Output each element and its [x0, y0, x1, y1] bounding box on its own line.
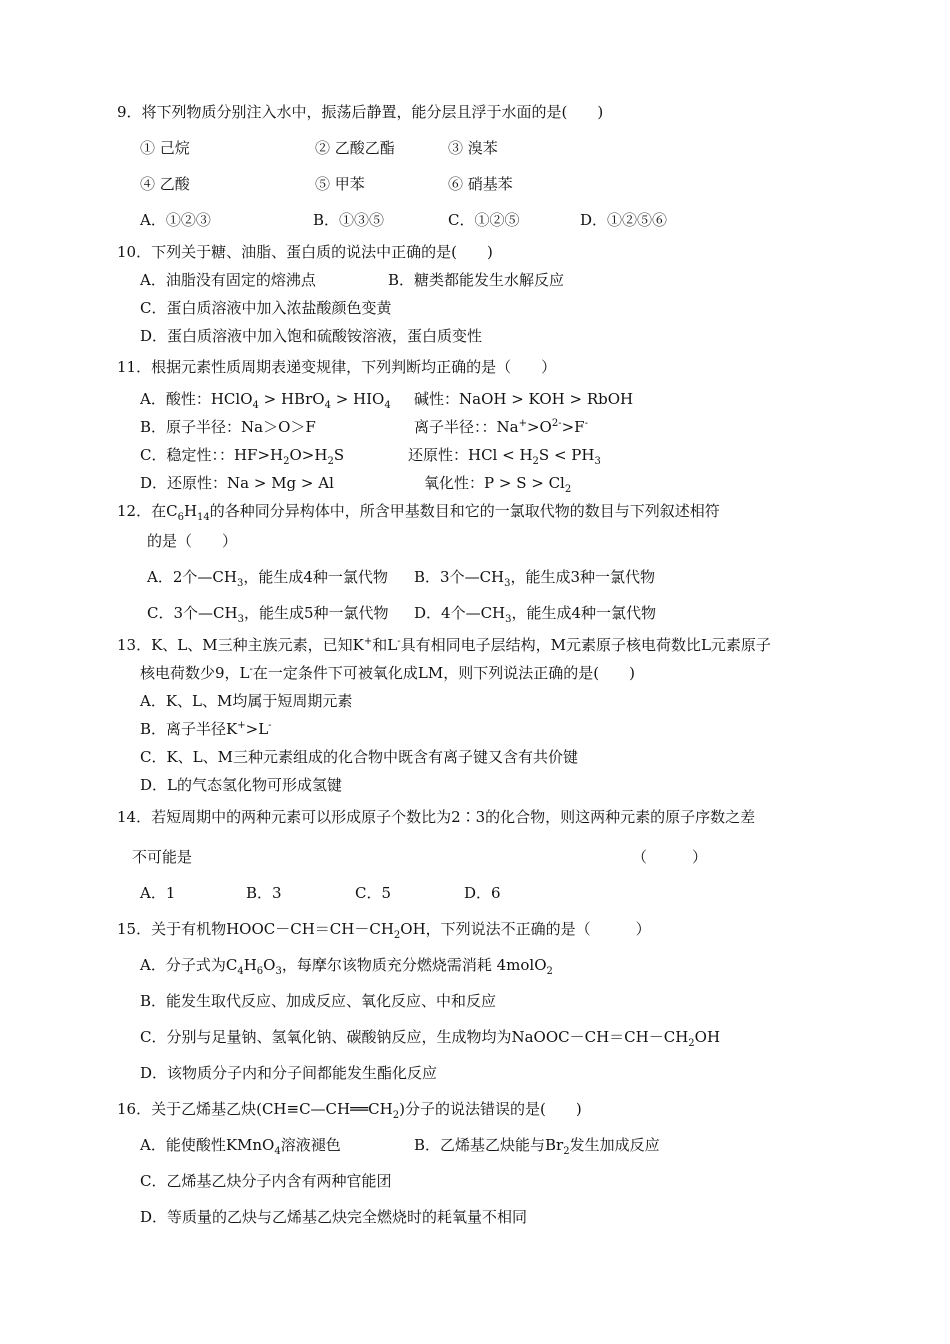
q13-option-b: B．离子半径K+>L-: [140, 720, 272, 738]
q9-option-d: D．①②⑤⑥: [580, 211, 668, 229]
q16-stem: 16．关于乙烯基乙炔$(CH\equiv C—CH══CH_2)$分子的说法错误的是( ): [117, 1100, 582, 1121]
q10-stem: 10．下列关于糖、油脂、蛋白质的说法中正确的是( ): [117, 243, 493, 261]
q15-option-b: B．能发生取代反应、加成反应、氧化反应、中和反应: [140, 992, 497, 1010]
q13-stem: 13．K、L、M三种主族元素，已知K+和L-具有相同电子层结构，M元素原子核电荷数比L元素原子: [117, 636, 771, 654]
q16-option-c: C．乙烯基乙炔分子内含有两种官能团: [140, 1172, 392, 1190]
q9-item-4: ④ 乙酸: [140, 175, 190, 193]
q9-stem: 9．将下列物质分别注入水中，振荡后静置，能分层且浮于水面的是( ): [117, 103, 604, 121]
q11-option-d: D．还原性：Na > Mg > Al: [140, 474, 334, 492]
q9-item-1: ① 己烷: [140, 139, 190, 157]
q16-option-a: A．能使酸性KMnO$_4$溶液褪色: [140, 1136, 341, 1157]
q15-option-d: D．该物质分子内和分子间都能发生酯化反应: [140, 1064, 438, 1082]
q11-stem: 11．根据元素性质周期表递变规律，下列判断均正确的是（ ）: [117, 358, 557, 376]
q14-answer-paren: （ ）: [632, 848, 708, 866]
q9-option-c: C．①②⑤: [448, 211, 520, 229]
q14-option-b: B．3: [246, 884, 282, 902]
q11-option-b-right: 离子半径：：$Na^+>O^{2-}>F^-$: [414, 418, 588, 436]
q16-option-b: B．乙烯基乙炔能与$Br_2$发生加成反应: [414, 1136, 660, 1157]
q9-option-b: B．①③⑤: [313, 211, 385, 229]
q14-stem-cont: 不可能是: [132, 848, 193, 866]
q10-option-c: C．蛋白质溶液中加入浓盐酸颜色变黄: [140, 299, 392, 317]
q14-option-a: A．1: [140, 884, 176, 902]
q11-option-a: A．酸性：HClO$_4$ > HBrO$_4$ > $HIO_4$: [140, 390, 391, 411]
q11-option-c-right: 还原性：HCl < $H_2S < PH_3$: [408, 446, 601, 467]
q15-stem: 15．关于有机物$HOOC-CH=CH-CH_2OH$，下列说法不正确的是（ ）: [117, 920, 651, 941]
q14-option-c: C．5: [355, 884, 392, 902]
q16-option-d: D．等质量的乙炔与乙烯基乙炔完全燃烧时的耗氧量不相同: [140, 1208, 528, 1226]
q9-option-a: A．①②③: [140, 211, 211, 229]
q11-option-a-right: 碱性：NaOH > KOH > RbOH: [414, 390, 634, 408]
q9-item-3: ③ 溴苯: [448, 139, 498, 157]
q15-option-c: C．分别与足量钠、氢氧化钠、碳酸钠反应，生成物均为$NaOOC-CH=CH-CH_2OH$: [140, 1028, 721, 1049]
q10-option-d: D．蛋白质溶液中加入饱和硫酸铵溶液，蛋白质变性: [140, 327, 483, 345]
q12-stem-cont: 的是（ ）: [147, 532, 238, 550]
q13-option-c: C．K、L、M三种元素组成的化合物中既含有离子键又含有共价键: [140, 748, 579, 766]
q14-stem: 14．若短周期中的两种元素可以形成原子个数比为2∶3的化合物，则这两种元素的原子序数之差: [117, 808, 756, 826]
q11-option-c: C．稳定性：：$HF>H_2O>H_2S$: [140, 446, 345, 467]
q9-item-5: ⑤ 甲苯: [315, 175, 365, 193]
q12-option-a: A．2个$—CH_3$，能生成4种一氯代物: [147, 568, 388, 589]
q13-option-d: D．L的气态氢化物可形成氢键: [140, 776, 342, 794]
q13-stem-cont: 核电荷数少9，L-在一定条件下可被氧化成LM，则下列说法正确的是( ): [140, 664, 635, 682]
q12-stem: 12．在$C_6H_{14}$的各种同分异构体中，所含甲基数目和它的一氯取代物的数目与下列叙述相符: [117, 502, 720, 523]
q10-option-a: A．油脂没有固定的熔沸点: [140, 271, 316, 289]
q11-option-d-right: 氧化性：$P > S > Cl_2$: [424, 474, 572, 495]
q15-option-a: A．分子式为$C_4H_6O_3$，每摩尔该物质充分燃烧需消耗 4molO$_2$: [140, 956, 553, 977]
q10-option-b: B．糖类都能发生水解反应: [388, 271, 565, 289]
q11-option-b: B．原子半径：Na＞O＞F: [140, 418, 316, 436]
q12-option-d: D．4个$—CH_3$，能生成4种一氯代物: [414, 604, 657, 625]
q14-option-d: D．6: [464, 884, 501, 902]
q13-option-a: A．K、L、M均属于短周期元素: [140, 692, 353, 710]
q9-item-2: ② 乙酸乙酯: [315, 139, 395, 157]
q12-option-b: B．3个$—CH_3$，能生成3种一氯代物: [414, 568, 656, 589]
q12-option-c: C．3个$—CH_3$，能生成5种一氯代物: [147, 604, 389, 625]
q9-item-6: ⑥ 硝基苯: [448, 175, 513, 193]
